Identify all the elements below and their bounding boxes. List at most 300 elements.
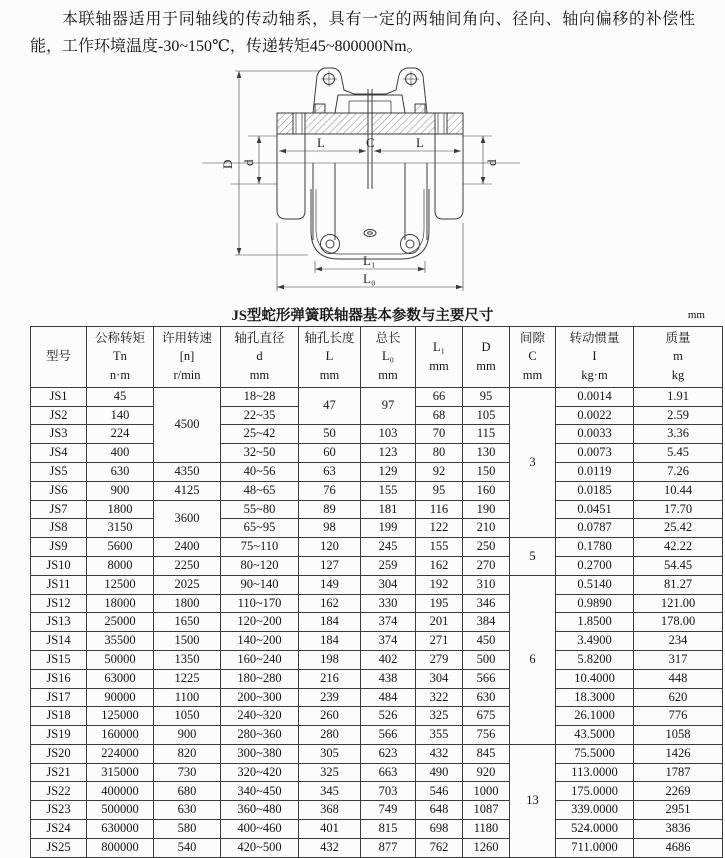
value-cell: 43.5000 [556, 726, 634, 745]
coupling-technical-drawing [180, 63, 542, 303]
value-cell: 224000 [87, 744, 154, 763]
value-cell: 3.4900 [556, 632, 634, 651]
table-row [31, 820, 723, 839]
table-row [31, 425, 723, 444]
value-cell: 1426 [634, 744, 723, 763]
value-cell: 800000 [87, 838, 154, 857]
value-cell: 42.22 [634, 538, 723, 557]
table-row [31, 500, 723, 519]
table-row [31, 726, 723, 745]
value-cell: 201 [416, 613, 463, 632]
table-title: JS型蛇形弹簧联轴器基本参数与主要尺寸 [231, 307, 494, 324]
model-cell: JS12 [31, 594, 87, 613]
value-cell: 92 [416, 462, 463, 481]
header-row [31, 326, 723, 387]
value-cell: 0.0451 [556, 500, 634, 519]
grease-fitting [364, 229, 376, 236]
value-cell: 322 [416, 688, 463, 707]
value-cell: 339.0000 [556, 801, 634, 820]
table-row [31, 669, 723, 688]
value-cell: 920 [463, 763, 510, 782]
value-cell: 420~500 [221, 838, 299, 857]
value-cell: 178.00 [634, 613, 723, 632]
value-cell: 25~42 [221, 425, 299, 444]
value-cell: 1087 [463, 801, 510, 820]
value-cell: 762 [416, 838, 463, 857]
spec-table-body [31, 387, 723, 857]
value-cell: 26.1000 [556, 707, 634, 726]
value-cell: 1500 [154, 632, 221, 651]
value-cell: 0.2700 [556, 556, 634, 575]
dimension-lines [202, 71, 520, 291]
value-cell: 127 [299, 556, 361, 575]
value-cell: 75.5000 [556, 744, 634, 763]
value-cell: 566 [463, 669, 510, 688]
value-cell: 6 [510, 575, 556, 744]
value-cell: 566 [361, 726, 416, 745]
value-cell: 120~200 [221, 613, 299, 632]
value-cell: 40~56 [221, 462, 299, 481]
value-cell: 160~240 [221, 650, 299, 669]
table-row [31, 801, 723, 820]
value-cell: 432 [416, 744, 463, 763]
value-cell: 355 [416, 726, 463, 745]
value-cell: 160 [463, 481, 510, 500]
value-cell: 155 [416, 538, 463, 557]
value-cell: 4350 [154, 462, 221, 481]
table-row [31, 444, 723, 463]
column-header: 转动惯量 I kg·m [556, 326, 634, 387]
value-cell: 155 [361, 481, 416, 500]
model-cell: JS15 [31, 650, 87, 669]
value-cell: 0.5140 [556, 575, 634, 594]
value-cell: 259 [361, 556, 416, 575]
value-cell: 1180 [463, 820, 510, 839]
dim-label-C: C [366, 134, 375, 150]
column-header: 质量 m kg [634, 326, 723, 387]
value-cell: 10.4000 [556, 669, 634, 688]
value-cell: 216 [299, 669, 361, 688]
value-cell: 1800 [87, 500, 154, 519]
value-cell: 1260 [463, 838, 510, 857]
value-cell: 65~95 [221, 519, 299, 538]
value-cell: 122 [416, 519, 463, 538]
value-cell: 711.0000 [556, 838, 634, 857]
value-cell: 346 [463, 594, 510, 613]
value-cell: 18~28 [221, 387, 299, 406]
column-header: 轴孔长度 L mm [299, 326, 361, 387]
value-cell: 315000 [87, 763, 154, 782]
value-cell: 490 [416, 763, 463, 782]
value-cell: 280 [299, 726, 361, 745]
value-cell: 2.59 [634, 406, 723, 425]
value-cell: 900 [87, 481, 154, 500]
table-row [31, 613, 723, 632]
value-cell: 1800 [154, 594, 221, 613]
value-cell: 1.91 [634, 387, 723, 406]
value-cell: 184 [299, 632, 361, 651]
intro-paragraph: 本联轴器适用于同轴线的传动轴系，具有一定的两轴间角向、径向、轴向偏移的补偿性能，工作环境温度-30~150℃，传递转矩45~800000Nm。 [30, 11, 695, 55]
value-cell: 3150 [87, 519, 154, 538]
value-cell: 121.00 [634, 594, 723, 613]
value-cell: 123 [361, 444, 416, 463]
value-cell: 129 [361, 462, 416, 481]
value-cell: 330 [361, 594, 416, 613]
value-cell: 0.0185 [556, 481, 634, 500]
value-cell: 18000 [87, 594, 154, 613]
value-cell: 271 [416, 632, 463, 651]
value-cell: 224 [87, 425, 154, 444]
value-cell: 3.36 [634, 425, 723, 444]
spec-table [30, 326, 723, 858]
table-row [31, 632, 723, 651]
value-cell: 630 [154, 801, 221, 820]
value-cell: 698 [416, 820, 463, 839]
value-cell: 95 [463, 387, 510, 406]
value-cell: 239 [299, 688, 361, 707]
value-cell: 730 [154, 763, 221, 782]
value-cell: 340~450 [221, 782, 299, 801]
dim-label-L-left: L [317, 134, 325, 150]
value-cell: 17.70 [634, 500, 723, 519]
value-cell: 55~80 [221, 500, 299, 519]
value-cell: 1000 [463, 782, 510, 801]
value-cell: 0.0119 [556, 462, 634, 481]
value-cell: 360~480 [221, 801, 299, 820]
value-cell: 5.8200 [556, 650, 634, 669]
value-cell: 10.44 [634, 481, 723, 500]
value-cell: 580 [154, 820, 221, 839]
value-cell: 500000 [87, 801, 154, 820]
table-row [31, 519, 723, 538]
model-cell: JS20 [31, 744, 87, 763]
value-cell: 3 [510, 387, 556, 537]
table-row [31, 387, 723, 406]
value-cell: 180~280 [221, 669, 299, 688]
screw-head-left [315, 104, 325, 113]
table-row [31, 744, 723, 763]
value-cell: 50 [299, 425, 361, 444]
value-cell: 703 [361, 782, 416, 801]
value-cell: 63 [299, 462, 361, 481]
value-cell: 400~460 [221, 820, 299, 839]
value-cell: 89 [299, 500, 361, 519]
value-cell: 25000 [87, 613, 154, 632]
value-cell: 526 [361, 707, 416, 726]
value-cell: 524.0000 [556, 820, 634, 839]
table-row [31, 650, 723, 669]
value-cell: 2269 [634, 782, 723, 801]
column-header: 公称转矩 Tn n·m [87, 326, 154, 387]
value-cell: 749 [361, 801, 416, 820]
value-cell: 18.3000 [556, 688, 634, 707]
dim-label-d-left: d [241, 159, 256, 166]
value-cell: 90~140 [221, 575, 299, 594]
model-cell: JS16 [31, 669, 87, 688]
value-cell: 663 [361, 763, 416, 782]
value-cell: 280~360 [221, 726, 299, 745]
value-cell: 877 [361, 838, 416, 857]
table-row [31, 838, 723, 857]
model-cell: JS6 [31, 481, 87, 500]
value-cell: 0.0022 [556, 406, 634, 425]
value-cell: 648 [416, 801, 463, 820]
value-cell: 2250 [154, 556, 221, 575]
value-cell: 63000 [87, 669, 154, 688]
model-cell: JS19 [31, 726, 87, 745]
value-cell: 300~380 [221, 744, 299, 763]
model-cell: JS4 [31, 444, 87, 463]
column-header: 许用转速 [n] r/min [154, 326, 221, 387]
model-cell: JS9 [31, 538, 87, 557]
value-cell: 103 [361, 425, 416, 444]
model-cell: JS18 [31, 707, 87, 726]
value-cell: 7.26 [634, 462, 723, 481]
value-cell: 80 [416, 444, 463, 463]
value-cell: 175.0000 [556, 782, 634, 801]
model-cell: JS22 [31, 782, 87, 801]
value-cell: 0.9890 [556, 594, 634, 613]
value-cell: 1.8500 [556, 613, 634, 632]
value-cell: 1050 [154, 707, 221, 726]
value-cell: 402 [361, 650, 416, 669]
value-cell: 50000 [87, 650, 154, 669]
value-cell: 5.45 [634, 444, 723, 463]
value-cell: 2025 [154, 575, 221, 594]
value-cell: 162 [299, 594, 361, 613]
table-row [31, 763, 723, 782]
value-cell: 54.45 [634, 556, 723, 575]
value-cell: 630 [87, 462, 154, 481]
model-cell: JS21 [31, 763, 87, 782]
table-row [31, 556, 723, 575]
value-cell: 400 [87, 444, 154, 463]
value-cell: 1058 [634, 726, 723, 745]
value-cell: 900 [154, 726, 221, 745]
value-cell: 1787 [634, 763, 723, 782]
cover-bolt-left [321, 234, 340, 253]
value-cell: 32~50 [221, 444, 299, 463]
model-cell: JS7 [31, 500, 87, 519]
value-cell: 776 [634, 707, 723, 726]
value-cell: 200~300 [221, 688, 299, 707]
value-cell: 190 [463, 500, 510, 519]
value-cell: 130 [463, 444, 510, 463]
table-row [31, 462, 723, 481]
model-cell: JS14 [31, 632, 87, 651]
value-cell: 374 [361, 632, 416, 651]
value-cell: 484 [361, 688, 416, 707]
value-cell: 116 [416, 500, 463, 519]
column-header: 间隙 C mm [510, 326, 556, 387]
coupling-drawing-svg [180, 63, 542, 305]
value-cell: 680 [154, 782, 221, 801]
column-header: D mm [463, 326, 510, 387]
value-cell: 1350 [154, 650, 221, 669]
value-cell: 192 [416, 575, 463, 594]
model-cell: JS24 [31, 820, 87, 839]
value-cell: 620 [634, 688, 723, 707]
value-cell: 1225 [154, 669, 221, 688]
table-row [31, 575, 723, 594]
value-cell: 8000 [87, 556, 154, 575]
value-cell: 815 [361, 820, 416, 839]
model-cell: JS13 [31, 613, 87, 632]
value-cell: 140 [87, 406, 154, 425]
value-cell: 240~320 [221, 707, 299, 726]
value-cell: 845 [463, 744, 510, 763]
value-cell: 3836 [634, 820, 723, 839]
value-cell: 47 [299, 387, 361, 425]
dimension-arrows [237, 71, 486, 289]
value-cell: 450 [463, 632, 510, 651]
value-cell: 438 [361, 669, 416, 688]
value-cell: 1100 [154, 688, 221, 707]
value-cell: 60 [299, 444, 361, 463]
value-cell: 245 [361, 538, 416, 557]
value-cell: 210 [463, 519, 510, 538]
value-cell: 260 [299, 707, 361, 726]
dim-label-L0: L₀ [363, 270, 376, 286]
table-row [31, 594, 723, 613]
value-cell: 250 [463, 538, 510, 557]
value-cell: 198 [299, 650, 361, 669]
model-cell: JS2 [31, 406, 87, 425]
value-cell: 97 [361, 387, 416, 425]
value-cell: 1650 [154, 613, 221, 632]
value-cell: 400000 [87, 782, 154, 801]
value-cell: 48~65 [221, 481, 299, 500]
value-cell: 66 [416, 387, 463, 406]
value-cell: 317 [634, 650, 723, 669]
value-cell: 22~35 [221, 406, 299, 425]
value-cell: 5600 [87, 538, 154, 557]
table-row [31, 782, 723, 801]
table-row [31, 688, 723, 707]
value-cell: 2400 [154, 538, 221, 557]
screw-head-right [415, 104, 425, 113]
value-cell: 120 [299, 538, 361, 557]
value-cell: 95 [416, 481, 463, 500]
table-caption [0, 304, 725, 324]
value-cell: 325 [416, 707, 463, 726]
value-cell: 675 [463, 707, 510, 726]
table-row [31, 707, 723, 726]
column-header: 型号 [31, 326, 87, 387]
value-cell: 162 [416, 556, 463, 575]
value-cell: 0.0014 [556, 387, 634, 406]
value-cell: 5 [510, 538, 556, 576]
value-cell: 76 [299, 481, 361, 500]
value-cell: 820 [154, 744, 221, 763]
value-cell: 4686 [634, 838, 723, 857]
dim-label-d-right: d [484, 159, 499, 166]
value-cell: 81.27 [634, 575, 723, 594]
value-cell: 140~200 [221, 632, 299, 651]
value-cell: 384 [463, 613, 510, 632]
value-cell: 368 [299, 801, 361, 820]
value-cell: 630 [463, 688, 510, 707]
value-cell: 546 [416, 782, 463, 801]
value-cell: 0.0033 [556, 425, 634, 444]
model-cell: JS10 [31, 556, 87, 575]
value-cell: 623 [361, 744, 416, 763]
value-cell: 0.0073 [556, 444, 634, 463]
table-unit-note: mm [687, 308, 705, 321]
value-cell: 270 [463, 556, 510, 575]
model-cell: JS8 [31, 519, 87, 538]
value-cell: 160000 [87, 726, 154, 745]
model-cell: JS11 [31, 575, 87, 594]
value-cell: 0.1780 [556, 538, 634, 557]
value-cell: 110~170 [221, 594, 299, 613]
value-cell: 310 [463, 575, 510, 594]
value-cell: 12500 [87, 575, 154, 594]
value-cell: 13 [510, 744, 556, 857]
value-cell: 304 [416, 669, 463, 688]
value-cell: 70 [416, 425, 463, 444]
value-cell: 45 [87, 387, 154, 406]
value-cell: 90000 [87, 688, 154, 707]
value-cell: 181 [361, 500, 416, 519]
model-cell: JS25 [31, 838, 87, 857]
value-cell: 345 [299, 782, 361, 801]
value-cell: 374 [361, 613, 416, 632]
dim-label-L-right: L [416, 134, 424, 150]
value-cell: 432 [299, 838, 361, 857]
value-cell: 149 [299, 575, 361, 594]
value-cell: 98 [299, 519, 361, 538]
value-cell: 80~120 [221, 556, 299, 575]
value-cell: 540 [154, 838, 221, 857]
value-cell: 199 [361, 519, 416, 538]
table-row [31, 538, 723, 557]
dim-label-D: D [220, 159, 235, 169]
value-cell: 125000 [87, 707, 154, 726]
value-cell: 105 [463, 406, 510, 425]
column-header: 轴孔直径 d mm [221, 326, 299, 387]
table-row [31, 481, 723, 500]
value-cell: 234 [634, 632, 723, 651]
value-cell: 113.0000 [556, 763, 634, 782]
value-cell: 0.0787 [556, 519, 634, 538]
value-cell: 305 [299, 744, 361, 763]
coupling-body-outline [277, 68, 463, 259]
value-cell: 304 [361, 575, 416, 594]
value-cell: 4125 [154, 481, 221, 500]
model-cell: JS17 [31, 688, 87, 707]
value-cell: 279 [416, 650, 463, 669]
value-cell: 3600 [154, 500, 221, 538]
value-cell: 448 [634, 669, 723, 688]
value-cell: 2951 [634, 801, 723, 820]
value-cell: 4500 [154, 387, 221, 462]
value-cell: 325 [299, 763, 361, 782]
dim-label-L1: L₁ [363, 252, 376, 268]
model-cell: JS1 [31, 387, 87, 406]
value-cell: 75~110 [221, 538, 299, 557]
value-cell: 401 [299, 820, 361, 839]
model-cell: JS23 [31, 801, 87, 820]
value-cell: 320~420 [221, 763, 299, 782]
value-cell: 184 [299, 613, 361, 632]
value-cell: 35500 [87, 632, 154, 651]
cover-bolt-right [401, 234, 420, 253]
model-cell: JS3 [31, 425, 87, 444]
column-header: 总长 L₀ mm [361, 326, 416, 387]
column-header: L₁ mm [416, 326, 463, 387]
value-cell: 150 [463, 462, 510, 481]
